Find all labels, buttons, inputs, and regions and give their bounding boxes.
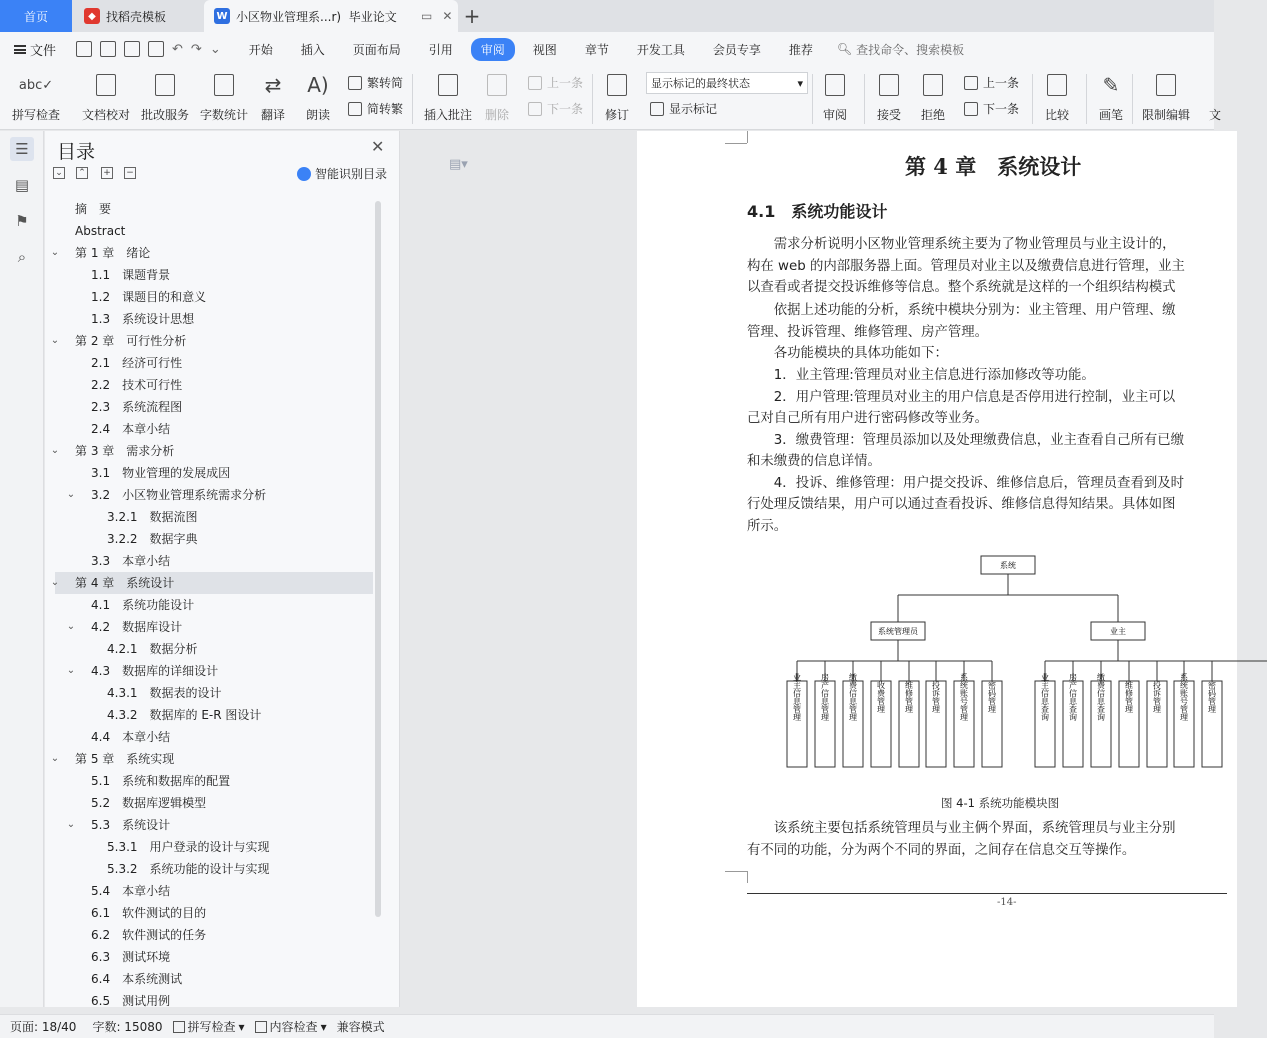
body-line: 需求分析说明小区物业管理系统主要为了物业管理员与业主设计的， bbox=[747, 237, 1176, 252]
function-module-diagram bbox=[787, 551, 1267, 781]
pen-button[interactable] bbox=[1096, 70, 1126, 123]
delete-comment-icon bbox=[482, 70, 512, 100]
search-icon: 🔍︎ bbox=[836, 42, 853, 56]
diagram-admin-module-label: 密码管理 bbox=[987, 681, 997, 713]
accept-button[interactable] bbox=[874, 70, 904, 123]
toc-item[interactable] bbox=[55, 594, 373, 616]
diagram-owner-module-label: 维修管理 bbox=[1124, 681, 1134, 713]
body-line: 各功能模块的具体功能如下： bbox=[747, 346, 948, 361]
toc-item[interactable] bbox=[55, 880, 373, 902]
toc-item[interactable] bbox=[55, 506, 373, 528]
track-changes-button[interactable] bbox=[602, 70, 632, 123]
spell-check-button[interactable] bbox=[12, 70, 60, 123]
toc-item-label: 1.1 课题背景 bbox=[91, 268, 171, 282]
print-icon[interactable] bbox=[124, 41, 140, 57]
menu-item-view[interactable]: 视图 bbox=[532, 42, 557, 57]
toc-item-label: 第 2 章 可行性分析 bbox=[75, 334, 187, 348]
word-count-indicator[interactable]: 字数: 15080 bbox=[92, 1020, 163, 1034]
tab-document[interactable] bbox=[204, 0, 458, 32]
content-check-status-icon bbox=[255, 1021, 267, 1033]
toc-panel-icon[interactable]: ☰ bbox=[10, 137, 34, 161]
toc-list bbox=[50, 198, 373, 1008]
trad-to-simp-label: 繁转简 bbox=[367, 76, 404, 90]
insert-comment-label: 插入批注 bbox=[424, 108, 473, 122]
insert-comment-icon bbox=[433, 70, 463, 100]
prev-comment-icon bbox=[528, 76, 542, 90]
toc-item-label: 3.1 物业管理的发展成因 bbox=[91, 466, 231, 480]
document-outline-icon[interactable]: ▤▾ bbox=[449, 157, 468, 172]
toc-panel bbox=[45, 131, 400, 1007]
toc-item[interactable] bbox=[55, 660, 373, 682]
batch-service-label: 批改服务 bbox=[141, 108, 190, 122]
spell-check-icon: abc✓ bbox=[18, 77, 54, 93]
collapse-all-icon[interactable]: ⌄ bbox=[53, 167, 65, 179]
menu-item-review[interactable]: 审阅 bbox=[471, 38, 515, 61]
expand-all-icon[interactable]: ⌃ bbox=[76, 167, 88, 179]
toc-item[interactable] bbox=[55, 946, 373, 968]
print-preview-icon[interactable] bbox=[148, 41, 164, 57]
read-aloud-button[interactable] bbox=[303, 70, 333, 123]
toc-item-label: 6.2 软件测试的任务 bbox=[91, 928, 207, 942]
toc-item-label: 第 5 章 系统实现 bbox=[75, 752, 175, 766]
review-pane-button[interactable] bbox=[820, 70, 850, 123]
simp-to-trad-button[interactable] bbox=[348, 100, 403, 117]
save-icon[interactable] bbox=[76, 41, 92, 57]
command-search-placeholder: 查找命令、搜索模板 bbox=[856, 42, 965, 57]
word-count-button[interactable] bbox=[200, 70, 248, 123]
menu-item-recommend[interactable]: 推荐 bbox=[788, 42, 813, 57]
toc-item[interactable] bbox=[50, 242, 373, 264]
section-heading: 4.1 系统功能设计 bbox=[747, 202, 888, 221]
compare-label: 比较 bbox=[1044, 108, 1069, 122]
toc-item[interactable] bbox=[55, 550, 373, 572]
toc-item[interactable] bbox=[55, 616, 373, 638]
diagram-admin-module-label: 业主信息管理 bbox=[792, 673, 802, 721]
toc-item[interactable] bbox=[55, 638, 373, 660]
compat-mode-indicator: 兼容模式 bbox=[336, 1020, 385, 1034]
next-comment-icon bbox=[528, 102, 542, 116]
prev-comment-button[interactable] bbox=[528, 74, 583, 91]
add-heading-icon[interactable]: + bbox=[101, 167, 113, 179]
diagram-admin-label: 系统管理员 bbox=[878, 627, 918, 636]
toc-item[interactable] bbox=[55, 528, 373, 550]
wps-writer-icon: W bbox=[214, 8, 230, 24]
show-markup-label: 显示标记 bbox=[669, 102, 718, 116]
next-change-button[interactable] bbox=[964, 100, 1019, 117]
toc-item-label: 5.3 系统设计 bbox=[91, 818, 171, 832]
body-line: 行处理反馈结果，用户可以通过查看投诉、维修信息得知结果。具体如图 bbox=[747, 497, 1176, 512]
toc-item[interactable] bbox=[50, 748, 373, 770]
toc-item[interactable] bbox=[55, 836, 373, 858]
document-area[interactable] bbox=[401, 131, 1217, 1007]
diagram-owner-label: 业主 bbox=[1110, 627, 1126, 636]
toc-item-label: 3.2.1 数据流图 bbox=[107, 510, 198, 524]
toc-scrollbar[interactable] bbox=[375, 201, 381, 917]
show-markup-icon bbox=[650, 102, 664, 116]
toc-item-label: 4.1 系统功能设计 bbox=[91, 598, 195, 612]
page-indicator[interactable]: 页面: 18/40 bbox=[10, 1020, 77, 1034]
body-line: 4．投诉、维修管理：用户提交投诉、维修信息后，管理员查看到及时 bbox=[747, 476, 1185, 491]
reject-button[interactable] bbox=[918, 70, 948, 123]
restrict-edit-icon bbox=[1151, 70, 1181, 100]
doc-proof-label: 文档校对 bbox=[82, 108, 131, 122]
toc-item-label: 1.2 课题目的和意义 bbox=[91, 290, 207, 304]
toc-item[interactable] bbox=[55, 990, 373, 1012]
tab-document-label: 小区物业管理系...r) bbox=[236, 9, 342, 24]
insert-comment-button[interactable] bbox=[424, 70, 472, 123]
find-icon[interactable]: ⌕ bbox=[17, 248, 27, 266]
chapter-nav-icon[interactable]: ▤ bbox=[14, 176, 30, 194]
delete-comment-label: 删除 bbox=[484, 108, 509, 122]
toc-item-label: Abstract bbox=[75, 224, 126, 238]
export-pdf-icon[interactable] bbox=[100, 41, 116, 57]
status-content-check[interactable] bbox=[255, 1018, 327, 1035]
diagram-admin-module-label: 系统账号管理 bbox=[959, 673, 969, 721]
close-icon[interactable]: ✕ bbox=[371, 137, 385, 156]
toc-item-label: 5.1 系统和数据库的配置 bbox=[91, 774, 231, 788]
toc-item-label: 4.2.1 数据分析 bbox=[107, 642, 198, 656]
diagram-owner-module-label: 房产信息查询 bbox=[1068, 673, 1078, 721]
toc-item-label: 6.3 测试环境 bbox=[91, 950, 171, 964]
read-aloud-label: 朗读 bbox=[305, 108, 330, 122]
toc-item[interactable] bbox=[55, 418, 373, 440]
translate-button[interactable] bbox=[258, 70, 288, 123]
status-bar bbox=[0, 1014, 1214, 1038]
daoke-logo-icon: ◆ bbox=[84, 8, 100, 24]
menu-item-member[interactable]: 会员专享 bbox=[712, 42, 761, 57]
body-line: 该系统主要包括系统管理员与业主俩个界面，系统管理员与业主分别 bbox=[747, 821, 1176, 836]
toc-item[interactable] bbox=[55, 220, 373, 242]
figure-caption: 图 4-1 系统功能模块图 bbox=[941, 796, 1060, 810]
review-pane-label: 审阅 bbox=[822, 108, 847, 122]
toc-item[interactable] bbox=[55, 308, 373, 330]
tab-home[interactable] bbox=[0, 0, 72, 32]
toc-item-label: 5.2 数据库逻辑模型 bbox=[91, 796, 207, 810]
body-line: 己对自己所有用户进行密码修改等业务。 bbox=[747, 411, 989, 426]
toc-item[interactable] bbox=[55, 484, 373, 506]
smart-toc-label: 智能识别目录 bbox=[315, 167, 388, 181]
simp-to-trad-icon bbox=[348, 102, 362, 116]
diagram-admin-module-label: 缴费信息管理 bbox=[848, 673, 858, 721]
tab-template[interactable] bbox=[74, 0, 202, 32]
chevron-down-icon[interactable]: ⌄ bbox=[50, 577, 60, 588]
delete-comment-button[interactable] bbox=[482, 70, 512, 123]
smart-toc-icon bbox=[297, 167, 311, 181]
review-pane-icon bbox=[820, 70, 850, 100]
toc-item-label: 2.2 技术可行性 bbox=[91, 378, 183, 392]
tab-document-suffix: 毕业论文 bbox=[348, 9, 397, 24]
toc-item[interactable] bbox=[55, 264, 373, 286]
tab-bar bbox=[0, 0, 1214, 32]
diagram-owner-module-label: 缴费信息查询 bbox=[1096, 673, 1106, 721]
diagram-owner-module-label: 密码管理 bbox=[1207, 681, 1217, 713]
tab-window-icon[interactable]: ▭ bbox=[421, 9, 433, 23]
compare-icon bbox=[1042, 70, 1072, 100]
menu-item-insert[interactable]: 插入 bbox=[300, 42, 325, 57]
next-change-icon bbox=[964, 102, 978, 116]
toc-item-label: 3.2 小区物业管理系统需求分析 bbox=[91, 488, 267, 502]
markup-state-select[interactable] bbox=[646, 72, 808, 94]
toc-item[interactable] bbox=[55, 704, 373, 726]
accept-label: 接受 bbox=[876, 108, 901, 122]
body-line: 依据上述功能的分析，系统中模块分别为：业主管理、用户管理、缴 bbox=[747, 303, 1176, 318]
footer-divider bbox=[747, 893, 1227, 894]
toc-item-label: 5.3.2 系统功能的设计与实现 bbox=[107, 862, 270, 876]
toc-item-label: 2.1 经济可行性 bbox=[91, 356, 183, 370]
toc-item[interactable] bbox=[55, 924, 373, 946]
new-tab-icon[interactable]: + bbox=[463, 4, 481, 28]
menu-item-chapter[interactable]: 章节 bbox=[584, 42, 609, 57]
hamburger-icon bbox=[14, 45, 26, 54]
toc-item-label: 第 1 章 绪论 bbox=[75, 246, 151, 260]
prev-change-label: 上一条 bbox=[983, 76, 1020, 90]
toc-item-label: 6.4 本系统测试 bbox=[91, 972, 183, 986]
navigation-strip bbox=[0, 131, 44, 1007]
toc-title: 目录 bbox=[57, 141, 96, 163]
chevron-down-icon[interactable]: ⌄ bbox=[50, 753, 60, 764]
toc-item-label: 5.4 本章小结 bbox=[91, 884, 171, 898]
word-count-icon bbox=[209, 70, 239, 100]
status-spell-check-label: 拼写检查 bbox=[187, 1020, 236, 1034]
diagram-owner-module-label: 投诉管理 bbox=[1152, 681, 1162, 713]
toc-item[interactable] bbox=[55, 792, 373, 814]
accept-icon bbox=[874, 70, 904, 100]
doc-proof-icon bbox=[91, 70, 121, 100]
toc-item-label: 5.3.1 用户登录的设计与实现 bbox=[107, 840, 270, 854]
diagram-admin-module-label: 投诉管理 bbox=[931, 681, 941, 713]
diagram-owner-module-label: 业主信息查询 bbox=[1040, 673, 1050, 721]
compare-button[interactable] bbox=[1042, 70, 1072, 123]
chevron-down-icon[interactable]: ⌄ bbox=[66, 819, 76, 830]
toc-item-label: 6.1 软件测试的目的 bbox=[91, 906, 207, 920]
toc-item-label: 1.3 系统设计思想 bbox=[91, 312, 195, 326]
menu-item-references[interactable]: 引用 bbox=[428, 42, 453, 57]
chevron-down-icon[interactable]: ⌄ bbox=[66, 665, 76, 676]
toc-item-label: 3.2.2 数据字典 bbox=[107, 532, 198, 546]
spell-check-label: 拼写检查 bbox=[12, 108, 61, 122]
chevron-down-icon[interactable]: ⌄ bbox=[50, 445, 60, 456]
body-line: 以查看或者提交投诉维修等信息。整个系统就是这样的一个组织结构模式 bbox=[747, 280, 1176, 295]
spell-check-status-icon bbox=[173, 1021, 185, 1033]
menu-item-home[interactable]: 开始 bbox=[248, 42, 273, 57]
toc-item-label: 4.2 数据库设计 bbox=[91, 620, 183, 634]
tab-template-label: 找稻壳模板 bbox=[106, 9, 167, 24]
body-line: 1．业主管理:管理员对业主信息进行添加修改等功能。 bbox=[747, 368, 1095, 383]
batch-service-button[interactable] bbox=[141, 70, 189, 123]
toc-item-label: 6.5 测试用例 bbox=[91, 994, 171, 1008]
pen-label: 画笔 bbox=[1098, 108, 1123, 122]
toc-item[interactable] bbox=[55, 462, 373, 484]
toc-item-label: 第 4 章 系统设计 bbox=[75, 576, 175, 590]
chevron-down-icon[interactable]: ⌄ bbox=[66, 621, 76, 632]
chevron-down-icon: ▾ bbox=[238, 1019, 245, 1034]
chevron-down-icon[interactable]: ⌄ bbox=[50, 247, 60, 258]
translate-icon: ⇄ bbox=[264, 73, 282, 97]
toc-item-label: 2.4 本章小结 bbox=[91, 422, 171, 436]
diagram-admin-module-label: 收费管理 bbox=[876, 681, 886, 713]
markup-state-value: 显示标记的最终状态 bbox=[651, 77, 750, 90]
doc-permission-icon bbox=[1200, 70, 1230, 100]
toc-item[interactable] bbox=[55, 726, 373, 748]
tab-home-label: 首页 bbox=[23, 9, 48, 24]
toc-item-label: 第 3 章 需求分析 bbox=[75, 444, 175, 458]
toc-item-label: 2.3 系统流程图 bbox=[91, 400, 183, 414]
chevron-down-icon[interactable]: ⌄ bbox=[66, 489, 76, 500]
prev-change-button[interactable] bbox=[964, 74, 1019, 91]
body-line: 2．用户管理:管理员对业主的用户信息是否停用进行控制，业主可以 bbox=[747, 390, 1176, 405]
track-changes-label: 修订 bbox=[604, 108, 629, 122]
redo-icon[interactable]: ↷ bbox=[190, 41, 202, 57]
toc-item[interactable] bbox=[55, 814, 373, 836]
body-line: 所示。 bbox=[747, 519, 788, 534]
next-comment-button[interactable] bbox=[528, 100, 583, 117]
document-page[interactable] bbox=[637, 131, 1237, 1007]
chevron-down-icon[interactable]: ⌄ bbox=[50, 335, 60, 346]
body-line: 管理、投诉管理、维修管理、房产管理。 bbox=[747, 325, 989, 340]
reject-label: 拒绝 bbox=[920, 108, 945, 122]
simp-to-trad-label: 简转繁 bbox=[367, 102, 404, 116]
menu-bar bbox=[0, 32, 1214, 66]
customize-quick-access-icon[interactable]: ⌄ bbox=[209, 41, 221, 57]
trad-to-simp-button[interactable] bbox=[348, 74, 403, 91]
toc-item[interactable] bbox=[50, 330, 373, 352]
reject-icon bbox=[918, 70, 948, 100]
file-menu-label: 文件 bbox=[30, 43, 57, 59]
body-line: 3．缴费管理：管理员添加以及处理缴费信息，业主查看自己所有已缴 bbox=[747, 433, 1185, 448]
toc-item[interactable] bbox=[55, 352, 373, 374]
read-aloud-icon: A) bbox=[307, 73, 329, 97]
tab-close-icon[interactable]: ✕ bbox=[442, 9, 453, 23]
pen-icon: ✎ bbox=[1102, 73, 1120, 97]
toc-item[interactable] bbox=[50, 440, 373, 462]
toc-item-label: 4.3 数据库的详细设计 bbox=[91, 664, 219, 678]
show-markup-button[interactable] bbox=[650, 100, 717, 117]
toc-item[interactable] bbox=[55, 770, 373, 792]
toc-item-label: 4.4 本章小结 bbox=[91, 730, 171, 744]
restrict-edit-button[interactable] bbox=[1142, 70, 1190, 123]
word-count-label: 字数统计 bbox=[200, 108, 249, 122]
status-spell-check[interactable] bbox=[173, 1018, 245, 1035]
bookmark-icon[interactable]: ⚑ bbox=[15, 212, 29, 230]
restrict-edit-label: 限制编辑 bbox=[1142, 108, 1191, 122]
toc-item[interactable] bbox=[55, 396, 373, 418]
remove-heading-icon[interactable]: − bbox=[124, 167, 136, 179]
toc-item[interactable] bbox=[55, 682, 373, 704]
doc-permission-button[interactable] bbox=[1200, 70, 1230, 123]
body-line: 有不同的功能，分为两个不同的界面，之间存在信息交互等操作。 bbox=[747, 843, 1136, 858]
diagram-owner-module-label: 系统账号管理 bbox=[1179, 673, 1189, 721]
chapter-heading: 第 4 章 系统设计 bbox=[905, 154, 1082, 179]
chevron-down-icon: ▾ bbox=[320, 1019, 327, 1034]
doc-proof-button[interactable] bbox=[82, 70, 130, 123]
body-line: 和未缴费的信息详情。 bbox=[747, 454, 881, 469]
file-menu[interactable] bbox=[0, 40, 72, 59]
diagram-admin-module-label: 维修管理 bbox=[904, 681, 914, 713]
trad-to-simp-icon bbox=[348, 76, 362, 90]
next-comment-label: 下一条 bbox=[547, 102, 584, 116]
toc-item[interactable] bbox=[55, 902, 373, 924]
toc-item-label: 4.3.2 数据库的 E-R 图设计 bbox=[107, 708, 262, 722]
track-changes-icon bbox=[602, 70, 632, 100]
toc-item-label: 4.3.1 数据表的设计 bbox=[107, 686, 222, 700]
menu-item-page-layout[interactable]: 页面布局 bbox=[352, 42, 401, 57]
diagram-admin-module-label: 房产信息管理 bbox=[820, 673, 830, 721]
batch-service-icon bbox=[150, 70, 180, 100]
toc-item[interactable] bbox=[55, 198, 373, 220]
smart-toc-button[interactable] bbox=[297, 165, 387, 182]
translate-label: 翻译 bbox=[260, 108, 285, 122]
menu-item-developer[interactable]: 开发工具 bbox=[636, 42, 685, 57]
status-content-check-label: 内容检查 bbox=[269, 1020, 318, 1034]
toc-item[interactable] bbox=[55, 374, 373, 396]
toc-item[interactable] bbox=[55, 286, 373, 308]
diagram-root-label: 系统 bbox=[1000, 561, 1016, 570]
page-number: -14- bbox=[997, 897, 1017, 908]
review-ribbon bbox=[0, 66, 1221, 130]
prev-change-icon bbox=[964, 76, 978, 90]
toc-item-label: 3.3 本章小结 bbox=[91, 554, 171, 568]
next-change-label: 下一条 bbox=[983, 102, 1020, 116]
toc-item-label: 摘 要 bbox=[75, 202, 112, 216]
undo-icon[interactable]: ↶ bbox=[172, 41, 183, 57]
doc-permission-label: 文 bbox=[1208, 108, 1221, 122]
toc-item[interactable] bbox=[50, 572, 373, 594]
toc-item[interactable] bbox=[55, 968, 373, 990]
chevron-down-icon: ▾ bbox=[797, 76, 803, 90]
body-line: 构在 web 的内部服务器上面。管理员对业主以及缴费信息进行管理，业主 bbox=[747, 259, 1185, 274]
command-search[interactable] bbox=[837, 41, 964, 58]
prev-comment-label: 上一条 bbox=[547, 76, 584, 90]
toc-item[interactable] bbox=[55, 858, 373, 880]
